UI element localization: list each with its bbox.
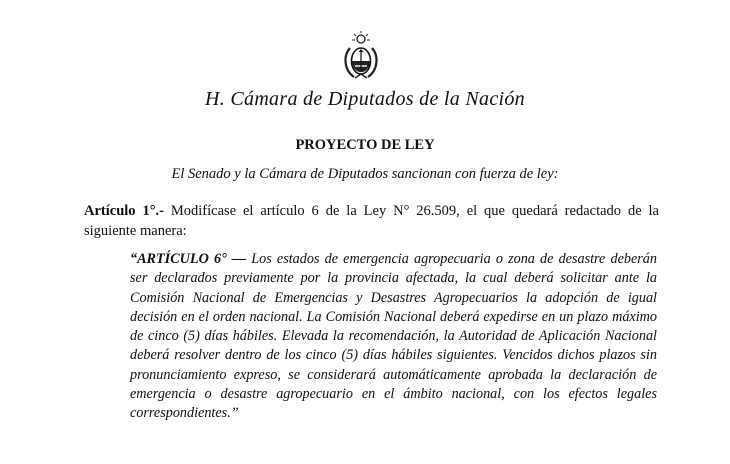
coat-of-arms-icon [340,30,382,82]
article-1 [84,201,659,241]
quoted-article-text: Los estados de emergencia agropecuaria o zona de desastre deberán ser declarados previamente por la provincia afectada, la cual deberá solicitar ante la Comisión Nacional de Emergencias y Desastres Agropecuarios la adopción de igual decisión en el orden nacional. La Comisión Nacional deberá expedirse en un plazo máximo de cinco (5) días hábiles. Elevada la recomendación, la Autoridad de Aplicación Nacional deberá resolver dentro de los cinco (5) días hábiles siguientes. Vencidos dichos plazos sin pronunciamiento expreso, se considerará automáticamente aprobada la declaración de emergencia o desastre agropecuario en el ámbito nacional, con los efectos legales correspondientes.” [130,251,657,422]
chamber-heading: H. Cámara de Diputados de la Nación [205,88,525,110]
quoted-article-label: “ARTÍCULO 6° — [130,251,247,267]
article-1-text: Modifícase el artículo 6 de la Ley N° 26.509, el que quedará redactado de la siguiente manera: [84,203,659,239]
quoted-article-6 [130,250,657,424]
article-1-label: Artículo 1°.- [84,203,164,219]
document-title: PROYECTO DE LEY [295,137,435,153]
sanction-formula: El Senado y la Cámara de Diputados sancionan con fuerza de ley: [171,166,559,182]
